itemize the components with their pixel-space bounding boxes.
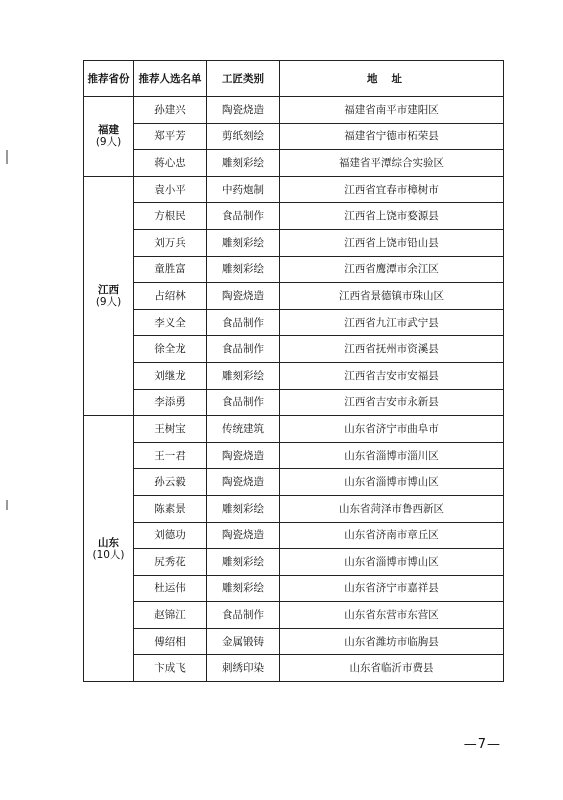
craft-category: 陶瓷烧造 — [207, 469, 280, 496]
address: 江西省上饶市婺源县 — [280, 203, 504, 230]
candidate-name: 刘万兵 — [134, 229, 207, 256]
craft-category: 传统建筑 — [207, 416, 280, 443]
header-province: 推荐省份 — [84, 61, 134, 97]
address: 江西省宜春市樟树市 — [280, 176, 504, 203]
address: 江西省抚州市资溪县 — [280, 336, 504, 363]
address: 山东省淄博市淄川区 — [280, 442, 504, 469]
table-row — [84, 229, 504, 256]
candidate-name: 王树宝 — [134, 416, 207, 443]
province-cell — [84, 416, 134, 682]
craft-category: 陶瓷烧造 — [207, 442, 280, 469]
address: 山东省淄博市博山区 — [280, 469, 504, 496]
table-row — [84, 362, 504, 389]
craft-category: 雕刻彩绘 — [207, 256, 280, 283]
craft-category: 雕刻彩绘 — [207, 575, 280, 602]
table-row — [84, 575, 504, 602]
craft-category: 金属锻铸 — [207, 628, 280, 655]
craft-category: 中药炮制 — [207, 176, 280, 203]
candidate-name: 王一君 — [134, 442, 207, 469]
page-number: —7— — [463, 737, 501, 752]
header-category: 工匠类别 — [207, 61, 280, 97]
table-row — [84, 628, 504, 655]
address: 山东省济宁市嘉祥县 — [280, 575, 504, 602]
table-row — [84, 176, 504, 203]
candidate-name: 李义全 — [134, 309, 207, 336]
address: 山东省菏泽市鲁西新区 — [280, 495, 504, 522]
table-row — [84, 416, 504, 443]
province-name: 江西 — [98, 283, 119, 296]
address: 江西省上饶市铅山县 — [280, 229, 504, 256]
province-count: (9人) — [95, 136, 122, 149]
candidate-name: 卞成飞 — [134, 655, 207, 682]
candidate-name: 尻秀花 — [134, 549, 207, 576]
craft-category: 食品制作 — [207, 602, 280, 629]
candidate-name: 童胜富 — [134, 256, 207, 283]
candidate-name: 赵锦江 — [134, 602, 207, 629]
address: 山东省潍坊市临朐县 — [280, 628, 504, 655]
address: 山东省临沂市费县 — [280, 655, 504, 682]
craft-category: 雕刻彩绘 — [207, 150, 280, 177]
header-candidate: 推荐人选名单 — [134, 61, 207, 97]
address: 江西省景德镇市珠山区 — [280, 283, 504, 310]
address: 福建省南平市建阳区 — [280, 97, 504, 124]
scan-edge-mark — [6, 150, 8, 164]
craftsman-roster-table — [83, 60, 504, 682]
province-cell — [84, 97, 134, 177]
craft-category: 刺绣印染 — [207, 655, 280, 682]
candidate-name: 李添勇 — [134, 389, 207, 416]
craft-category: 陶瓷烧造 — [207, 522, 280, 549]
table-row — [84, 602, 504, 629]
table-row — [84, 522, 504, 549]
craft-category: 雕刻彩绘 — [207, 229, 280, 256]
table-row — [84, 655, 504, 682]
province-cell — [84, 176, 134, 415]
candidate-name: 占绍林 — [134, 283, 207, 310]
craft-category: 陶瓷烧造 — [207, 283, 280, 310]
address: 江西省九江市武宁县 — [280, 309, 504, 336]
address: 福建省宁德市柘荣县 — [280, 123, 504, 150]
table-row — [84, 549, 504, 576]
table-row — [84, 97, 504, 124]
header-address-label: 地址 — [367, 72, 416, 85]
craft-category: 剪纸刻绘 — [207, 123, 280, 150]
candidate-name: 袁小平 — [134, 176, 207, 203]
craft-category: 食品制作 — [207, 336, 280, 363]
candidate-name: 孙建兴 — [134, 97, 207, 124]
table-row — [84, 495, 504, 522]
craft-category: 雕刻彩绘 — [207, 362, 280, 389]
craft-category: 食品制作 — [207, 389, 280, 416]
table-header-row — [84, 61, 504, 97]
candidate-name: 徐全龙 — [134, 336, 207, 363]
craft-category: 陶瓷烧造 — [207, 97, 280, 124]
header-address — [280, 61, 504, 97]
table-row — [84, 389, 504, 416]
province-count: (10人) — [92, 548, 125, 561]
craft-category: 雕刻彩绘 — [207, 495, 280, 522]
table-row — [84, 256, 504, 283]
candidate-name: 傅绍相 — [134, 628, 207, 655]
candidate-name: 蒋心忠 — [134, 150, 207, 177]
address: 山东省济南市章丘区 — [280, 522, 504, 549]
table-row — [84, 283, 504, 310]
scan-edge-mark — [6, 500, 8, 510]
candidate-name: 郑平芳 — [134, 123, 207, 150]
table-row — [84, 123, 504, 150]
craft-category: 雕刻彩绘 — [207, 549, 280, 576]
province-count: (9人) — [95, 295, 122, 308]
candidate-name: 杜运伟 — [134, 575, 207, 602]
province-name: 山东 — [98, 536, 119, 549]
address: 山东省淄博市博山区 — [280, 549, 504, 576]
candidate-name: 方根民 — [134, 203, 207, 230]
table-row — [84, 442, 504, 469]
candidate-name: 刘德功 — [134, 522, 207, 549]
table-row — [84, 336, 504, 363]
craft-category: 食品制作 — [207, 203, 280, 230]
address: 山东省济宁市曲阜市 — [280, 416, 504, 443]
table-row — [84, 469, 504, 496]
address: 山东省东营市东营区 — [280, 602, 504, 629]
province-name: 福建 — [98, 124, 119, 137]
address: 江西省吉安市永新县 — [280, 389, 504, 416]
table-row — [84, 203, 504, 230]
candidate-name: 刘继龙 — [134, 362, 207, 389]
candidate-name: 陈素景 — [134, 495, 207, 522]
table-row — [84, 309, 504, 336]
table-body — [84, 97, 504, 682]
address: 江西省吉安市安福县 — [280, 362, 504, 389]
address: 福建省平潭综合实验区 — [280, 150, 504, 177]
table-row — [84, 150, 504, 177]
address: 江西省鹰潭市余江区 — [280, 256, 504, 283]
craft-category: 食品制作 — [207, 309, 280, 336]
candidate-name: 孙云毅 — [134, 469, 207, 496]
